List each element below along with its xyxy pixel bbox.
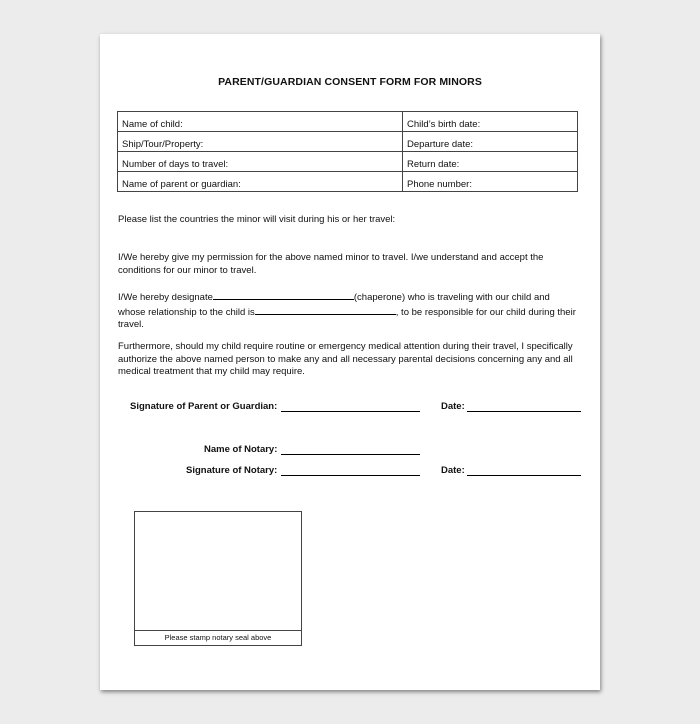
countries-prompt: Please list the countries the minor will visit during his or her travel: (118, 214, 396, 225)
designate-paragraph (118, 290, 578, 332)
parent-name-field[interactable]: Name of parent or guardian: (118, 172, 403, 192)
form-title: PARENT/GUARDIAN CONSENT FORM FOR MINORS (218, 76, 482, 88)
notary-signature-label: Signature of Notary: (186, 465, 278, 476)
phone-number-field[interactable]: Phone number: (403, 172, 578, 192)
stamp-caption: Please stamp notary seal above (135, 630, 301, 645)
notary-name-label: Name of Notary: (204, 444, 278, 455)
parent-signature-line[interactable] (281, 411, 420, 412)
designate-text-2: (chaperone) who is traveling with our child and whose relationship to the child is (118, 292, 550, 318)
designate-text-3: , to be responsible for our child during their travel. (118, 306, 576, 331)
notary-name-line[interactable] (281, 454, 420, 455)
parent-signature-label: Signature of Parent or Guardian: (130, 401, 278, 412)
notary-signature-line[interactable] (281, 475, 420, 476)
permission-paragraph: I/We hereby give my permission for the above named minor to travel. I/we understand and accept the conditions for our minor to travel. (118, 252, 544, 276)
parent-date-line[interactable] (467, 411, 581, 412)
designate-text-1: I/We hereby designate (118, 292, 213, 303)
medical-paragraph: Furthermore, should my child require routine or emergency medical attention during their travel, I specifically authorize the above named person to make any and all necessary parental decisions concerning any and all medical treatment that my child may require. (118, 341, 573, 378)
table-row (118, 172, 578, 192)
return-date-field[interactable]: Return date: (403, 152, 578, 172)
ship-tour-field[interactable]: Ship/Tour/Property: (118, 132, 403, 152)
table-row (118, 112, 578, 132)
info-table (117, 111, 578, 192)
birth-date-field[interactable]: Child’s birth date: (403, 112, 578, 132)
parent-date-label: Date: (441, 401, 465, 412)
notary-seal-box (134, 511, 302, 646)
chaperone-blank[interactable] (213, 290, 354, 300)
notary-date-label: Date: (441, 465, 465, 476)
days-to-travel-field[interactable]: Number of days to travel: (118, 152, 403, 172)
departure-date-field[interactable]: Departure date: (403, 132, 578, 152)
table-row (118, 152, 578, 172)
notary-date-line[interactable] (467, 475, 581, 476)
child-name-field[interactable]: Name of child: (118, 112, 403, 132)
relationship-blank[interactable] (255, 305, 396, 315)
table-row (118, 132, 578, 152)
document-page (100, 34, 600, 690)
